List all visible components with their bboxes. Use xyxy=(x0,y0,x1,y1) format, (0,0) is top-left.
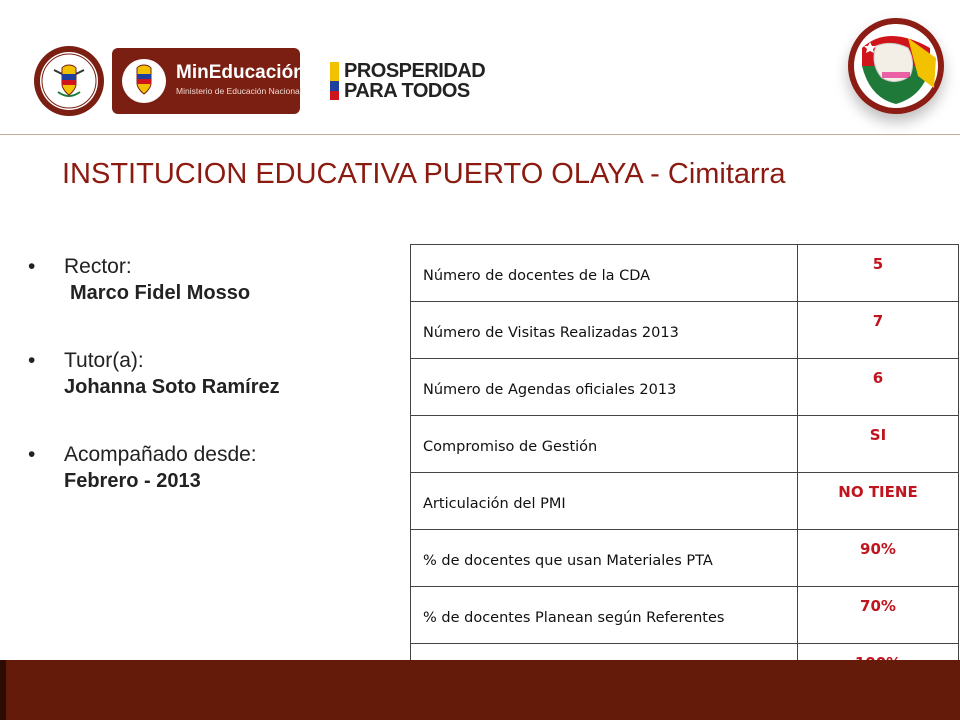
stat-label: Articulación del PMI xyxy=(411,473,798,530)
accompanied-date: Febrero - 2013 xyxy=(64,470,201,492)
colombia-seal-logo xyxy=(34,46,104,116)
prosperity-line-2: PARA TODOS xyxy=(344,80,470,102)
bullet-icon: • xyxy=(28,443,36,466)
stat-label: Número de Agendas oficiales 2013 xyxy=(411,359,798,416)
table-row xyxy=(411,302,959,359)
rector-name: Marco Fidel Mosso xyxy=(70,282,251,304)
stat-label: Número de Visitas Realizadas 2013 xyxy=(411,302,798,359)
stat-value: 90% xyxy=(798,530,959,587)
tutor-name: Johanna Soto Ramírez xyxy=(64,376,280,398)
list-item-tutor xyxy=(28,348,388,400)
stat-value: NO TIENE xyxy=(798,473,959,530)
bullet-icon: • xyxy=(28,349,36,372)
stat-label: Compromiso de Gestión xyxy=(411,416,798,473)
stats-table xyxy=(410,244,959,701)
mineducacion-logo xyxy=(112,48,305,114)
stat-value: SI xyxy=(798,416,959,473)
stat-value: 6 xyxy=(798,359,959,416)
ministry-emblem-icon xyxy=(120,57,168,105)
page-title: INSTITUCION EDUCATIVA PUERTO OLAYA - Cimitarra xyxy=(62,158,786,190)
prosperity-line-1: PROSPERIDAD xyxy=(344,60,486,82)
header xyxy=(0,0,960,135)
table-row xyxy=(411,587,959,644)
bullet-icon: • xyxy=(28,255,36,278)
people-list xyxy=(28,254,388,536)
table-row xyxy=(411,473,959,530)
footer-band xyxy=(0,660,960,720)
department-map-icon xyxy=(848,18,944,114)
table-row xyxy=(411,416,959,473)
prosperidad-logo xyxy=(330,60,500,104)
list-item-rector xyxy=(28,254,388,306)
stat-label: % de docentes que usan Materiales PTA xyxy=(411,530,798,587)
footer-edge xyxy=(0,660,6,720)
table-row xyxy=(411,530,959,587)
table-row xyxy=(411,245,959,302)
accompanied-label: Acompañado desde: xyxy=(64,443,257,466)
header-divider xyxy=(0,134,960,135)
stat-label: % de docentes Planean según Referentes xyxy=(411,587,798,644)
stat-value: 5 xyxy=(798,245,959,302)
coat-of-arms-icon xyxy=(40,52,98,110)
ministry-subtitle: Ministerio de Educación Nacional xyxy=(176,86,302,96)
ministry-title: MinEducación xyxy=(176,62,305,83)
stat-value: 70% xyxy=(798,587,959,644)
tutor-label: Tutor(a): xyxy=(64,349,144,372)
table-row xyxy=(411,359,959,416)
regional-seal-logo xyxy=(848,18,944,114)
colombia-flag-icon xyxy=(330,62,339,100)
list-item-accompanied-since xyxy=(28,442,388,494)
stat-value: 7 xyxy=(798,302,959,359)
stat-label: Número de docentes de la CDA xyxy=(411,245,798,302)
rector-label: Rector: xyxy=(64,255,132,278)
